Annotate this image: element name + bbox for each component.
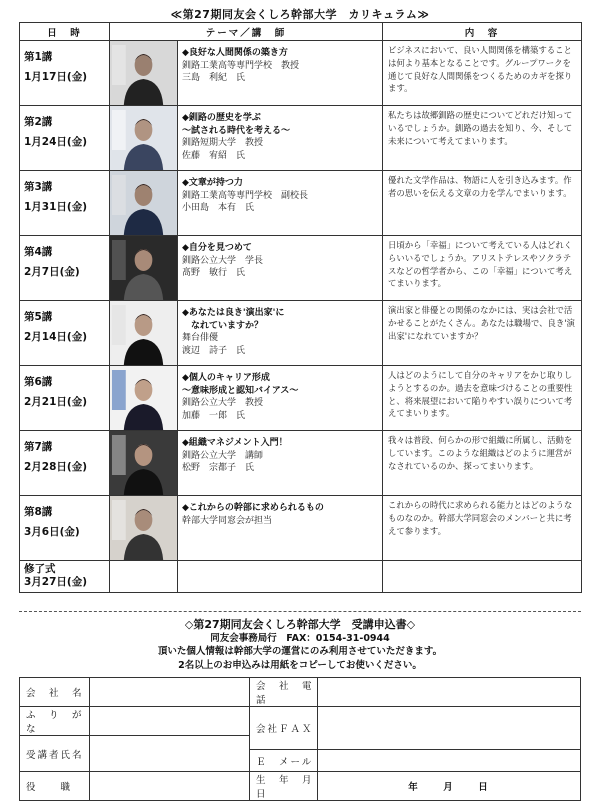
birth-label: 生 年 月 日 [250,772,318,801]
lecture-number: 第2講 [24,116,53,128]
lecture-title: ◆良好な人間関係の築き方 [182,48,288,58]
lecture-number: 第5講 [24,311,53,323]
lecture-title: ◆自分を見つめて [182,243,252,253]
lecture-title: ◆あなたは良き'演出家'に [182,308,285,318]
lecture-date: 3月6日(金) [24,526,80,538]
lecturer-photo [110,41,177,105]
lecturer-org: 釧路短期大学 教授 [182,138,264,149]
lecture-date: 2月14日(金) [24,331,88,343]
lecturer-org: 釧路公立大学 教授 [182,398,264,409]
curriculum-table [19,22,582,593]
lecturer-org: 釧路工業高等専門学校 副校長 [182,190,309,201]
lecturer-org: 舞台俳優 [182,333,219,344]
lecture-subtitle: ～意味形成と認知バイアス～ [182,385,299,396]
lecturer-photo [110,366,177,430]
lecture-row [20,496,582,561]
lecturer-photo [110,496,177,560]
lecturer-name: 三島 利紀 氏 [182,73,246,84]
lecturer-photo [110,301,177,365]
header-content: 内 容 [383,23,582,41]
lecture-date: 2月21日(金) [24,396,88,408]
lecture-number: 第8講 [24,506,53,518]
lecture-row [20,366,582,431]
lecture-content: 演出家と俳優との関係のなかには、実は会社で活かせることがたくさん。あなたは職場で、良き'演出家'になれていますか？ [388,305,575,341]
lecturer-photo [110,106,177,170]
lecture-date: 2月28日(金) [24,461,88,473]
table-header-row [20,23,582,41]
lecture-content: 私たちは故郷釧路の歴史についてどれだけ知っているでしょうか。釧路の過去を知り、今、そして未来について考えてまいります。 [388,110,573,146]
closing-date: 3月27日(金) [24,576,88,588]
closing-label: 修了式 [24,563,56,575]
cut-line [19,611,581,612]
lecturer-name: 佐藤 宥紹 氏 [182,150,246,161]
lecture-content: 人はどのようにして自分のキャリアをかじ取りしようとするのか。過去を意味づけることの重要性と、将来展望において陥りやすい誤りについて考えてまいります。 [388,370,573,419]
position-label: 役 職 [20,772,90,801]
lecture-row [20,41,582,106]
lecture-title: ◆組織マネジメント入門！ [182,438,288,448]
lecture-content: 日頃から「幸福」について考えている人はどれくらいいるでしょうか。アリストテレスやソクラテスなどの哲学者から、この「幸福」について考えてまいります。 [388,240,573,289]
lecturer-name: 渡辺 詩子 氏 [182,345,246,356]
lecturer-org: 釧路公立大学 講師 [182,450,264,461]
lecture-row [20,431,582,496]
fax-label: 会社ＦＡＸ [250,707,318,750]
application-note-2: 2名以上のお申込みは用紙をコピーしてお使いください。 [178,659,422,671]
birth-field[interactable]: 年 月 日 [318,772,581,801]
lecture-content: 優れた文学作品は、物語に人を引き込みます。作者の思いを伝える文章の力を学んでまいります。 [388,175,572,198]
lecture-date: 1月31日(金) [24,201,88,213]
lecturer-photo [110,236,177,300]
lecturer-org: 釧路工業高等専門学校 教授 [182,60,300,71]
furigana-field[interactable] [90,707,250,736]
lecture-number: 第4講 [24,246,53,258]
lecturer-name: 小田島 本有 氏 [182,203,255,214]
lecture-content: これからの時代に求められる能力とはどのようなものなのか。幹部大学同窓会のメンバーと共に考えて参ります。 [388,500,573,536]
phone-label: 会 社 電 話 [250,678,318,707]
email-label: Ｅ メール [250,750,318,772]
company-field[interactable] [90,678,250,707]
lecture-title: ◆個人のキャリア形成 [182,373,270,383]
lecture-row [20,301,582,366]
closing-row [20,561,582,593]
lecturer-name: 加藤 一郎 氏 [182,410,246,421]
lecture-subtitle: ～試される時代を考える～ [182,125,291,136]
lecture-title: ◆これからの幹部に求められるもの [182,503,324,513]
application-heading: ◇第27期同友会くしろ幹部大学 受講申込書◇ [184,618,416,631]
curriculum-title: ≪第27期同友会くしろ幹部大学 カリキュラム≫ [170,8,430,21]
header-date: 日 時 [20,23,110,41]
phone-field[interactable] [318,678,581,707]
lecture-row [20,171,582,236]
email-field[interactable] [318,750,581,772]
lecture-number: 第3講 [24,181,53,193]
lecture-title: ◆釧路の歴史を学ぶ [182,113,261,123]
lecturer-photo [110,431,177,495]
lecturer-name: 松野 宗都子 氏 [182,463,255,474]
company-label: 会 社 名 [20,678,90,707]
lecture-date: 1月17日(金) [24,71,88,83]
lecturer-org: 釧路公立大学 学長 [182,255,264,266]
furigana-label: ふ り が な [20,707,90,736]
attendee-label: 受講者氏名 [20,736,90,772]
lecture-content: 我々は普段、何らかの形で組織に所属し、活動をしています。このような組織はどのように運営がなされているのか、探ってまいります。 [388,435,573,471]
lecture-row [20,106,582,171]
fax-field[interactable] [318,707,581,750]
lecture-date: 1月24日(金) [24,136,88,148]
lecture-content: ビジネスにおいて、良い人間関係を構築することは何より基本となることです。グループワークを通じて良好な人間関係をつくるためのカギを探ります。 [388,45,573,94]
lecturer-photo [110,171,177,235]
position-field[interactable] [90,772,250,801]
lecturer-org: 幹部大学同窓会が担当 [182,515,273,526]
lecturer-name: 髙野 敏行 氏 [182,268,246,279]
lecture-date: 2月7日(金) [24,266,80,278]
lecture-number: 第7講 [24,441,53,453]
lecture-number: 第1講 [24,51,53,63]
application-header [0,618,600,672]
lecture-number: 第6講 [24,376,53,388]
application-form [19,677,581,801]
application-note-1: 頂いた個人情報は幹部大学の運営にのみ利用させていただきます。 [157,646,443,657]
header-theme: テーマ／講 師 [110,23,383,41]
attendee-field[interactable] [90,736,250,772]
lecture-title: ◆文章が持つ力 [182,178,243,188]
application-office: 同友会事務局行 FAX：0154-31-0944 [210,632,390,644]
lecture-subtitle: なれていますか？ [182,320,264,331]
lecture-row [20,236,582,301]
